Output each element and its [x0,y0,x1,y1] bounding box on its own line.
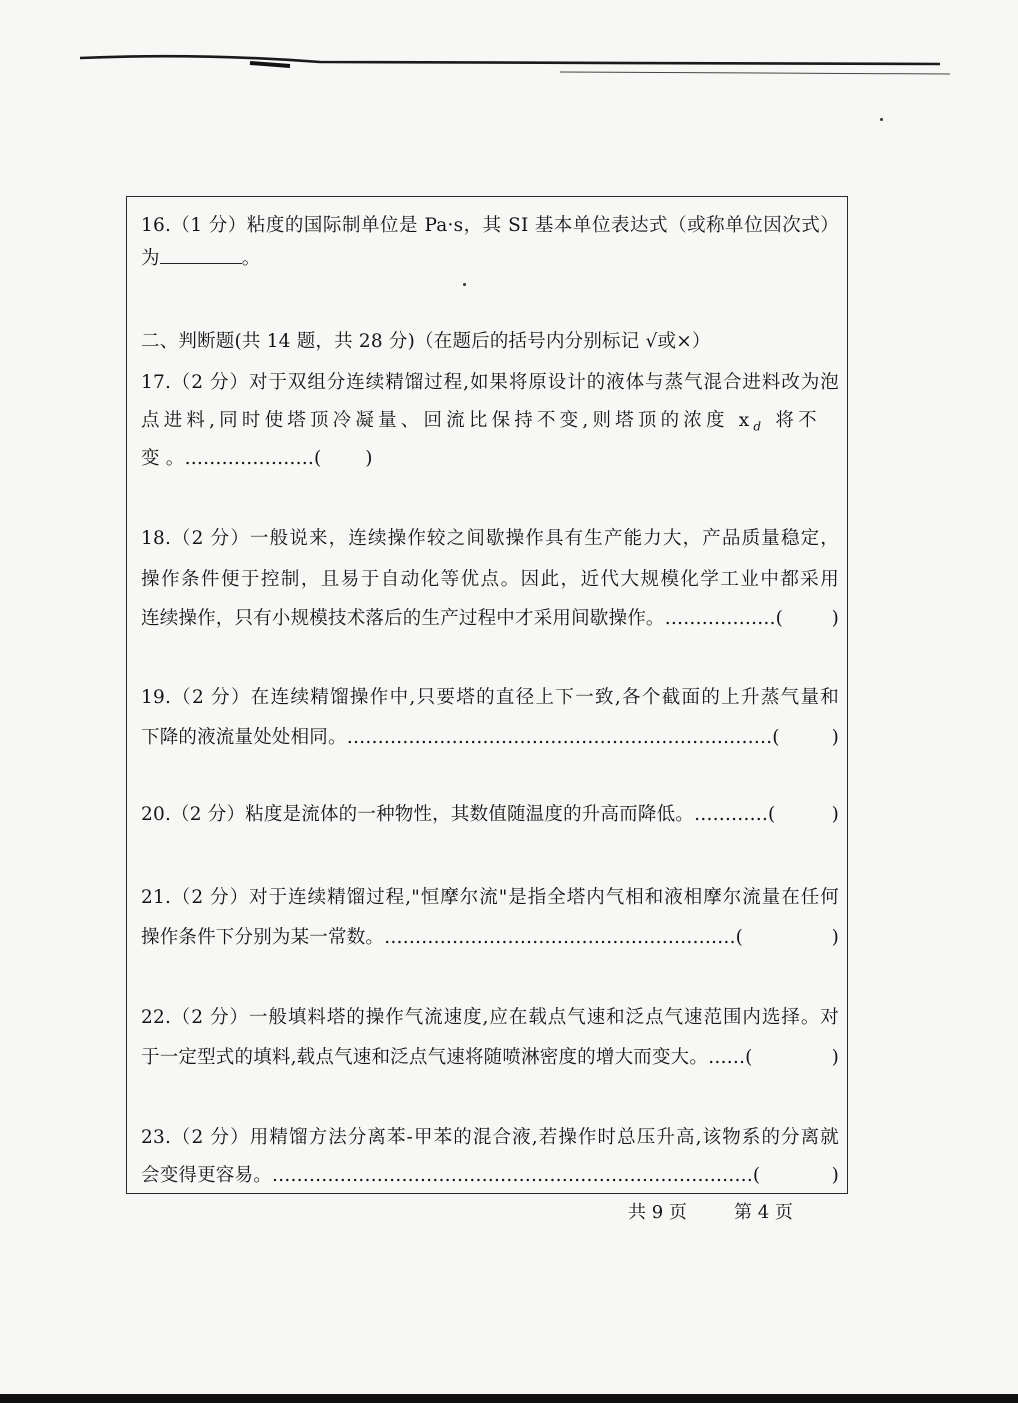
q23-answer-paren[interactable]: ) [831,1165,839,1186]
q16-answer-blank[interactable] [160,245,242,264]
q22-answer-paren[interactable]: ) [831,1047,839,1068]
q22-line-2: 于一定型式的填料,载点气速和泛点气速将随喷淋密度的增大而变大。……( ) [141,1039,839,1077]
q17-line-1: 17.（2 分）对于双组分连续精馏过程,如果将原设计的液体与蒸气混合进料改为泡 [141,372,839,393]
q21-line-1: 21.（2 分）对于连续精馏过程,"恒摩尔流"是指全塔内气相和液相摩尔流量在任何 [141,887,839,908]
page-total: 共 9 页 [628,1202,687,1223]
q19-answer-paren[interactable]: ) [831,727,839,748]
page-number: 第 4 页 [734,1202,793,1223]
exam-question-box [126,196,848,1194]
q18-line-3: 连续操作，只有小规模技术落后的生产过程中才采用间歇操作。………………( ) [141,600,839,638]
q23-line-2: 会变得更容易。……………………………………………………………………( ) [141,1157,839,1195]
section-2-heading: 二、判断题(共 14 题，共 28 分)（在题后的括号内分别标记 √或×） [141,331,711,352]
q21-answer-paren[interactable]: ) [831,927,839,948]
q18-line-1: 18.（2 分）一般说来，连续操作较之间歇操作具有生产能力大，产品质量稳定， [141,528,839,549]
q23-line-1: 23.（2 分）用精馏方法分离苯-甲苯的混合液,若操作时总压升高,该物系的分离就 [141,1127,839,1148]
scan-speck [880,118,883,121]
q19-line-1: 19.（2 分）在连续精馏操作中,只要塔的直径上下一致,各个截面的上升蒸气量和 [141,687,839,708]
q17-answer-paren[interactable]: ) [365,448,373,469]
q17-line-2: 点进料,同时使塔顶冷凝量、回流比保持不变,则塔顶的浓度 $x_d$ 将不 [141,410,821,434]
q18-line-2: 操作条件便于控制，且易于自动化等优点。因此，近代大规模化学工业中都采用 [141,569,839,590]
q22-line-1: 22.（2 分）一般填料塔的操作气流速度,应在载点气速和泛点气速范围内选择。对 [141,1007,839,1028]
q20-answer-paren[interactable]: ) [831,804,839,825]
scan-bottom-edge [0,1394,1018,1403]
q21-line-2: 操作条件下分别为某一常数。…………………………………………………( ) [141,919,839,957]
q19-line-2: 下降的液流量处处相同。……………………………………………………………( ) [141,719,839,757]
q18-answer-paren[interactable]: ) [831,608,839,629]
q16-line-2: 为 。 [141,240,839,278]
q16-line-1: 16.（1 分）粘度的国际制单位是 Pa·s，其 SI 基本单位表达式（或称单位因次式） [141,215,839,236]
scan-edge-line [80,50,950,80]
q17-line-3: 变 。…………………( ) [141,448,373,469]
q20-line-1: 20.（2 分）粘度是流体的一种物性，其数值随温度的升高而降低。…………( ) [141,796,839,834]
